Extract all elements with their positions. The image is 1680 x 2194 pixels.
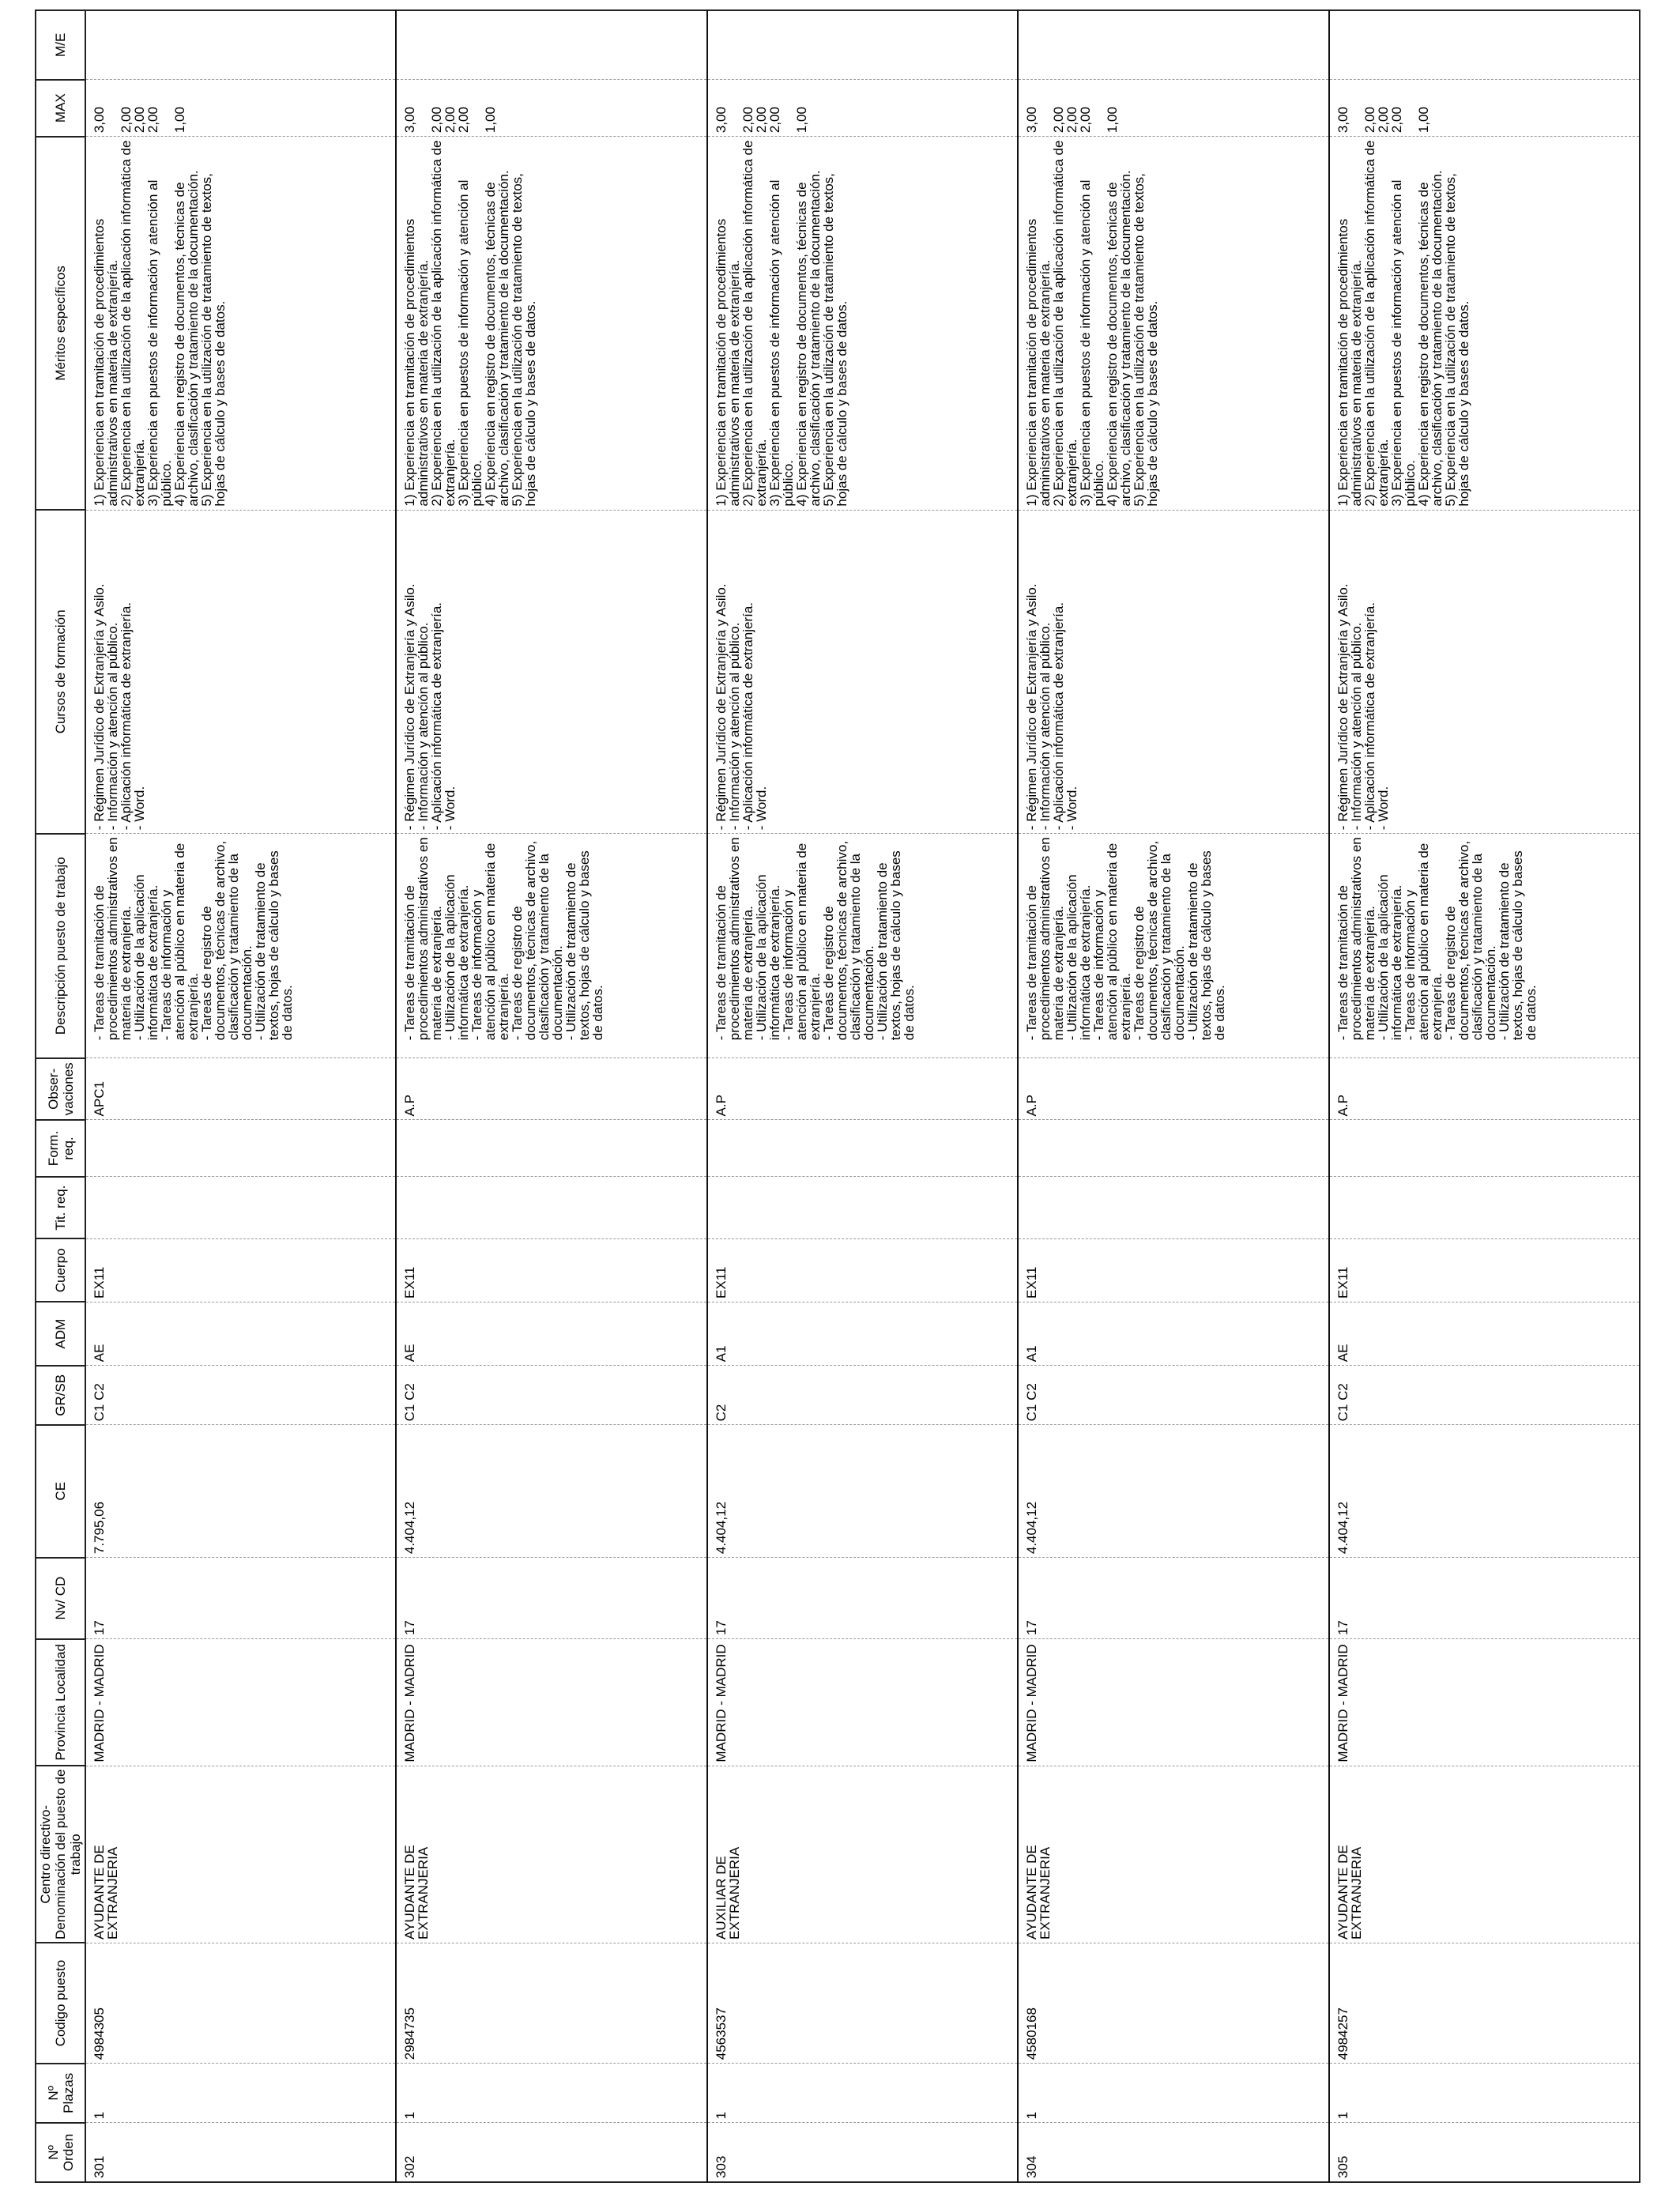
col-header-grupo: GR/SB [36,1366,85,1425]
cell-provincia: MADRID - MADRID [85,1639,396,1766]
cell-ce: 4.404,12 [707,1425,1018,1558]
cell-nivel: 17 [1018,1558,1328,1639]
cell-meritos: 1) Experiencia en tramitación de procedimientos administrativos en materia de extranjería. 2) Experiencia en la utilización de la aplicación informática de extranjería. 3) Experiencia en puestos de información y atención al público. 4) Experiencia en registro de documentos, técnicas de archivo, clasificación y tratamiento de la documentación. 5) Experiencia en la utilización de tratamiento de textos, hojas de cálculo y bases de datos. [1018,137,1328,510]
cell-titulacion [1018,1177,1328,1238]
col-header-descripcion: Descripción puesto de trabajo [36,834,85,1058]
cell-titulacion [707,1177,1018,1238]
cell-centro: AYUDANTE DE EXTRANJERIA [396,1766,706,1943]
cell-ce: 4.404,12 [1018,1425,1328,1558]
cell-cuerpo: EX11 [1018,1238,1328,1302]
cell-descripcion: - Tareas de tramitación de procedimientos administrativos en materia de extranjería. - Utilización de la aplicación informática de extranjería. - Tareas de información y atención al público en materia de extranjería. - Tareas de registro de documentos, técnicas de archivo, clasificación y tratamiento de la documentación. - Utilización de tratamiento de textos, hojas de cálculo y bases de datos. [707,834,1018,1058]
col-header-centro: Centro directivo- Denominación del puesto de trabajo [36,1766,85,1943]
cell-adm: A1 [1018,1302,1328,1365]
col-header-formacion: Form. req. [36,1120,85,1177]
cell-observaciones: A.P [1329,1058,1640,1120]
cell-codigo: 4580168 [1018,1943,1328,2063]
table-row [85,10,396,2182]
cell-grupo: C1 C2 [396,1366,706,1425]
cell-cuerpo: EX11 [396,1238,706,1302]
cell-formacion [1018,1120,1328,1177]
col-header-provincia: Provincia Localidad [36,1639,85,1766]
col-header-adm: ADM [36,1302,85,1365]
cell-adm: AE [396,1302,706,1365]
table-header [36,10,85,2182]
col-header-observaciones: Obser- vaciones [36,1058,85,1120]
cell-titulacion [1329,1177,1640,1238]
cell-titulacion [396,1177,706,1238]
cell-cuerpo: EX11 [707,1238,1018,1302]
cell-provincia: MADRID - MADRID [396,1639,706,1766]
cell-plazas: 1 [1018,2064,1328,2123]
cell-grupo: C1 C2 [1018,1366,1328,1425]
cell-max: 3,00 2,00 2,00 2,00 1,00 [1018,80,1328,137]
table-row [1329,10,1640,2182]
cell-cursos: - Régimen Jurídico de Extranjería y Asilo. - Información y atención al público. - Aplicación informática de extranjería. - Word. [396,510,706,834]
cell-cursos: - Régimen Jurídico de Extranjería y Asilo. - Información y atención al público. - Aplicación informática de extranjería. - Word. [85,510,396,834]
cell-plazas: 1 [85,2064,396,2123]
col-header-orden: Nº Orden [36,2123,85,2182]
cell-orden: 302 [396,2123,706,2182]
cell-adm: A1 [707,1302,1018,1365]
cell-me [396,10,706,80]
table-row [1018,10,1328,2182]
cell-centro: AYUDANTE DE EXTRANJERIA [1018,1766,1328,1943]
cell-grupo: C1 C2 [85,1366,396,1425]
cell-adm: AE [85,1302,396,1365]
col-header-codigo: Codigo puesto [36,1943,85,2063]
cell-descripcion: - Tareas de tramitación de procedimientos administrativos en materia de extranjería. - Utilización de la aplicación informática de extranjería. - Tareas de información y atención al público en materia de extranjería. - Tareas de registro de documentos, técnicas de archivo, clasificación y tratamiento de la documentación. - Utilización de tratamiento de textos, hojas de cálculo y bases de datos. [396,834,706,1058]
cell-max: 3,00 2,00 2,00 2,00 1,00 [707,80,1018,137]
cell-max: 3,00 2,00 2,00 2,00 1,00 [85,80,396,137]
cell-meritos: 1) Experiencia en tramitación de procedimientos administrativos en materia de extranjería. 2) Experiencia en la utilización de la aplicación informática de extranjería. 3) Experiencia en puestos de información y atención al público. 4) Experiencia en registro de documentos, técnicas de archivo, clasificación y tratamiento de la documentación. 5) Experiencia en la utilización de tratamiento de textos, hojas de cálculo y bases de datos. [1329,137,1640,510]
table-body [85,10,1640,2182]
cell-grupo: C1 C2 [1329,1366,1640,1425]
cell-cursos: - Régimen Jurídico de Extranjería y Asilo. - Información y atención al público. - Aplicación informática de extranjería. - Word. [707,510,1018,834]
col-header-cursos: Cursos de formación [36,510,85,834]
cell-codigo: 4984305 [85,1943,396,2063]
cell-grupo: C2 [707,1366,1018,1425]
table-row [707,10,1018,2182]
cell-centro: AUXILIAR DE EXTRANJERIA [707,1766,1018,1943]
cell-meritos: 1) Experiencia en tramitación de procedimientos administrativos en materia de extranjería. 2) Experiencia en la utilización de la aplicación informática de extranjería. 3) Experiencia en puestos de información y atención al público. 4) Experiencia en registro de documentos, técnicas de archivo, clasificación y tratamiento de la documentación. 5) Experiencia en la utilización de tratamiento de textos, hojas de cálculo y bases de datos. [707,137,1018,510]
cell-cuerpo: EX11 [85,1238,396,1302]
cell-descripcion: - Tareas de tramitación de procedimientos administrativos en materia de extranjería. - Utilización de la aplicación informática de extranjería. - Tareas de información y atención al público en materia de extranjería. - Tareas de registro de documentos, técnicas de archivo, clasificación y tratamiento de la documentación. - Utilización de tratamiento de textos, hojas de cálculo y bases de datos. [85,834,396,1058]
cell-plazas: 1 [1329,2064,1640,2123]
cell-meritos: 1) Experiencia en tramitación de procedimientos administrativos en materia de extranjería. 2) Experiencia en la utilización de la aplicación informática de extranjería. 3) Experiencia en puestos de información y atención al público. 4) Experiencia en registro de documentos, técnicas de archivo, clasificación y tratamiento de la documentación. 5) Experiencia en la utilización de tratamiento de textos, hojas de cálculo y bases de datos. [396,137,706,510]
cell-me [1329,10,1640,80]
job-positions-table [35,9,1640,2183]
col-header-cuerpo: Cuerpo [36,1238,85,1302]
cell-ce: 4.404,12 [1329,1425,1640,1558]
cell-plazas: 1 [707,2064,1018,2123]
cell-descripcion: - Tareas de tramitación de procedimientos administrativos en materia de extranjería. - Utilización de la aplicación informática de extranjería. - Tareas de información y atención al público en materia de extranjería. - Tareas de registro de documentos, técnicas de archivo, clasificación y tratamiento de la documentación. - Utilización de tratamiento de textos, hojas de cálculo y bases de datos. [1018,834,1328,1058]
col-header-ce: CE [36,1425,85,1558]
col-header-meritos: Méritos específicos [36,137,85,510]
cell-cuerpo: EX11 [1329,1238,1640,1302]
cell-codigo: 2984735 [396,1943,706,2063]
cell-ce: 4.404,12 [396,1425,706,1558]
cell-me [1018,10,1328,80]
cell-meritos: 1) Experiencia en tramitación de procedimientos administrativos en materia de extranjería. 2) Experiencia en la utilización de la aplicación informática de extranjería. 3) Experiencia en puestos de información y atención al público. 4) Experiencia en registro de documentos, técnicas de archivo, clasificación y tratamiento de la documentación. 5) Experiencia en la utilización de tratamiento de textos, hojas de cálculo y bases de datos. [85,137,396,510]
cell-codigo: 4563537 [707,1943,1018,2063]
col-header-nivel: Nv/ CD [36,1558,85,1639]
cell-nivel: 17 [85,1558,396,1639]
cell-observaciones: A.P [396,1058,706,1120]
cell-me [707,10,1018,80]
cell-codigo: 4984257 [1329,1943,1640,2063]
cell-centro: AYUDANTE DE EXTRANJERIA [1329,1766,1640,1943]
table-row [396,10,706,2182]
cell-nivel: 17 [396,1558,706,1639]
col-header-titulacion: Tit. req. [36,1177,85,1238]
cell-observaciones: A.P [1018,1058,1328,1120]
col-header-me: M/E [36,10,85,80]
cell-descripcion: - Tareas de tramitación de procedimientos administrativos en materia de extranjería. - Utilización de la aplicación informática de extranjería. - Tareas de información y atención al público en materia de extranjería. - Tareas de registro de documentos, técnicas de archivo, clasificación y tratamiento de la documentación. - Utilización de tratamiento de textos, hojas de cálculo y bases de datos. [1329,834,1640,1058]
cell-me [85,10,396,80]
cell-formacion [85,1120,396,1177]
cell-ce: 7.795,06 [85,1425,396,1558]
cell-nivel: 17 [707,1558,1018,1639]
cell-provincia: MADRID - MADRID [707,1639,1018,1766]
cell-orden: 305 [1329,2123,1640,2182]
cell-provincia: MADRID - MADRID [1018,1639,1328,1766]
cell-formacion [396,1120,706,1177]
cell-provincia: MADRID - MADRID [1329,1639,1640,1766]
cell-max: 3,00 2,00 2,00 2,00 1,00 [1329,80,1640,137]
col-header-plazas: Nº Plazas [36,2064,85,2123]
cell-orden: 304 [1018,2123,1328,2182]
cell-nivel: 17 [1329,1558,1640,1639]
cell-adm: AE [1329,1302,1640,1365]
cell-orden: 303 [707,2123,1018,2182]
cell-observaciones: A.P [707,1058,1018,1120]
cell-titulacion [85,1177,396,1238]
cell-max: 3,00 2,00 2,00 2,00 1,00 [396,80,706,137]
cell-formacion [707,1120,1018,1177]
cell-orden: 301 [85,2123,396,2182]
cell-centro: AYUDANTE DE EXTRANJERIA [85,1766,396,1943]
col-header-max: MAX [36,80,85,137]
cell-cursos: - Régimen Jurídico de Extranjería y Asilo. - Información y atención al público. - Aplicación informática de extranjería. - Word. [1329,510,1640,834]
cell-observaciones: APC1 [85,1058,396,1120]
cell-formacion [1329,1120,1640,1177]
cell-plazas: 1 [396,2064,706,2123]
cell-cursos: - Régimen Jurídico de Extranjería y Asilo. - Información y atención al público. - Aplicación informática de extranjería. - Word. [1018,510,1328,834]
